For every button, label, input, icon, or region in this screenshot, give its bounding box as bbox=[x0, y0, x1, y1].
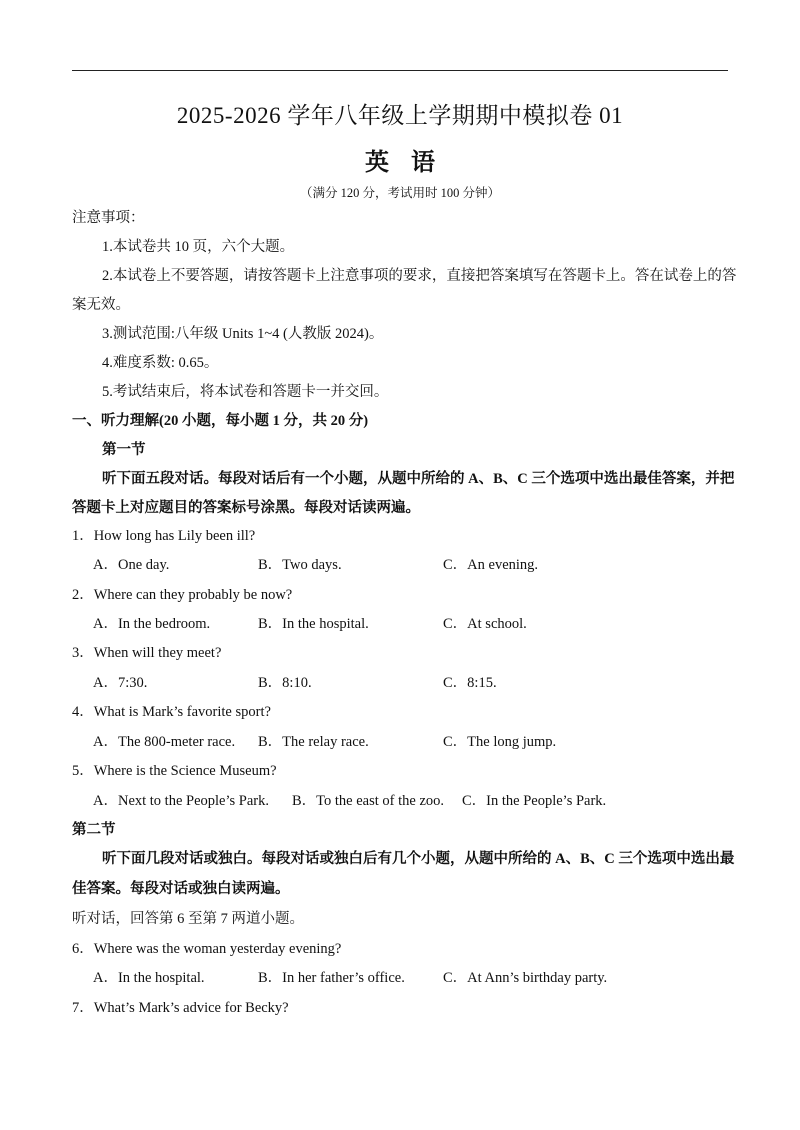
option-c: C．The long jump. bbox=[443, 734, 557, 750]
question-6: 6．Where was the woman yesterday evening? bbox=[72, 941, 342, 957]
part2-instructions-cont: 佳答案。每段对话或独白读两遍。 bbox=[72, 881, 290, 897]
section-heading: 一、听力理解(20 小题，每小题 1 分，共 20 分) bbox=[72, 413, 369, 429]
note-item: 4.难度系数: 0.65。 bbox=[102, 355, 219, 371]
question-5: 5．Where is the Science Museum? bbox=[72, 763, 277, 779]
option-c: C．8:15. bbox=[443, 675, 497, 691]
note-item: 5.考试结束后，将本试卷和答题卡一并交回。 bbox=[102, 384, 389, 400]
option-b: B．Two days. bbox=[258, 557, 342, 573]
question-2: 2．Where can they probably be now? bbox=[72, 587, 293, 603]
part1-label: 第一节 bbox=[102, 442, 146, 458]
options-row bbox=[93, 673, 497, 693]
option-b: B．In her father’s office. bbox=[258, 970, 405, 986]
note-item: 1.本试卷共 10 页，六个大题。 bbox=[102, 239, 295, 255]
option-c: C．At school. bbox=[443, 616, 527, 632]
exam-title: 2025-2026 学年八年级上学期期中模拟卷 01 bbox=[176, 103, 624, 128]
top-rule bbox=[72, 70, 728, 71]
option-a: A．7:30. bbox=[93, 675, 148, 691]
note-item-continued: 案无效。 bbox=[72, 297, 130, 313]
dialog-note: 听对话，回答第 6 至第 7 两道小题。 bbox=[72, 911, 304, 927]
score-info: （满分 120 分，考试用时 100 分钟） bbox=[299, 186, 500, 200]
option-b: B．The relay race. bbox=[258, 734, 369, 750]
question-1: 1．How long has Lily been ill? bbox=[72, 528, 256, 544]
part2-instructions: 听下面几段对话或独白。每段对话或独白后有几个小题，从题中所给的 A、B、C 三个选项中选出最 bbox=[102, 851, 735, 867]
options-row bbox=[93, 968, 607, 988]
option-c: C．In the People’s Park. bbox=[462, 793, 607, 809]
note-item: 2.本试卷上不要答题，请按答题卡上注意事项的要求，直接把答案填写在答题卡上。答在试卷上的答 bbox=[102, 268, 737, 284]
option-c: C．At Ann’s birthday party. bbox=[443, 970, 608, 986]
option-a: A．Next to the People’s Park. bbox=[93, 793, 269, 809]
subject-title: 英语 bbox=[365, 148, 457, 176]
option-c: C．An evening. bbox=[443, 557, 539, 573]
question-3: 3．When will they meet? bbox=[72, 645, 222, 661]
part1-instructions-cont: 答题卡上对应题目的答案标号涂黑。每段对话读两遍。 bbox=[72, 500, 420, 516]
option-a: A．In the bedroom. bbox=[93, 616, 211, 632]
note-item: 3.测试范围:八年级 Units 1~4 (人教版 2024)。 bbox=[102, 326, 384, 342]
options-row bbox=[93, 614, 527, 634]
part1-instructions: 听下面五段对话。每段对话后有一个小题，从题中所给的 A、B、C 三个选项中选出最佳答案，并把 bbox=[102, 471, 735, 487]
options-row bbox=[93, 555, 538, 575]
option-b: B．To the east of the zoo. bbox=[292, 793, 445, 809]
options-row bbox=[93, 732, 556, 752]
question-4: 4．What is Mark’s favorite sport? bbox=[72, 704, 271, 720]
options-row bbox=[93, 791, 606, 811]
question-7: 7．What’s Mark’s advice for Becky? bbox=[72, 1000, 289, 1016]
option-a: A．In the hospital. bbox=[93, 970, 205, 986]
option-a: A．One day. bbox=[93, 557, 170, 573]
option-b: B．In the hospital. bbox=[258, 616, 369, 632]
notes-heading: 注意事项： bbox=[72, 210, 145, 226]
option-b: B．8:10. bbox=[258, 675, 312, 691]
option-a: A．The 800-meter race. bbox=[93, 734, 236, 750]
part2-label: 第二节 bbox=[72, 822, 116, 838]
